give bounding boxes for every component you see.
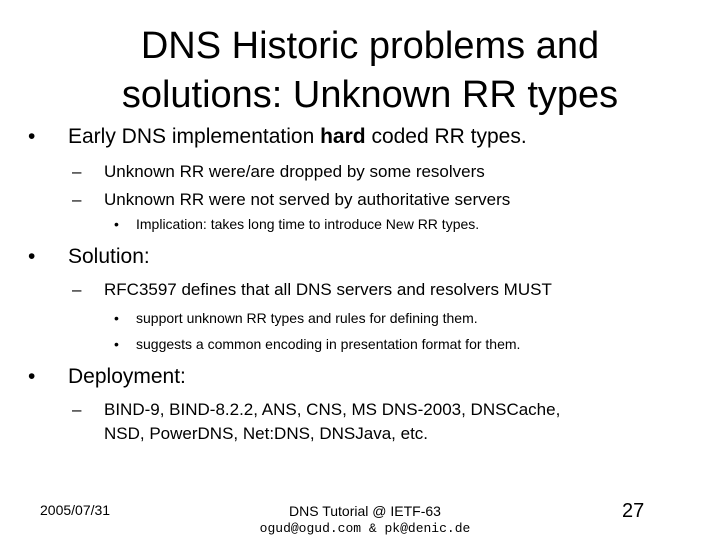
sub-bullet-dropped	[28, 160, 708, 184]
bullet-text: Deployment:	[68, 365, 186, 388]
sub-bullet-text: Unknown RR were not served by authoritative servers	[104, 190, 511, 209]
sub-sub-bullet-text: Implication: takes long time to introduce New RR types.	[136, 216, 480, 232]
bullet-early-dns	[28, 124, 708, 150]
bullet-marker: •	[114, 336, 119, 352]
footer-date: 2005/07/31	[40, 502, 111, 518]
sub-bullet-text: RFC3597 defines that all DNS servers and resolvers MUST	[104, 280, 552, 299]
footer-tutorial: DNS Tutorial @ IETF-63	[289, 503, 441, 519]
footer-center	[230, 502, 500, 538]
sub-bullet-text: Unknown RR were/are dropped by some resolvers	[104, 162, 485, 181]
bullet-deployment	[28, 364, 708, 390]
bullet-marker: •	[28, 365, 36, 388]
bullet-text-pre: Early DNS implementation	[68, 125, 321, 148]
bullet-text: Solution:	[68, 245, 150, 268]
bullet-list	[28, 124, 708, 446]
title-line-1: DNS Historic problems and	[140, 25, 600, 67]
bullet-marker: •	[28, 245, 36, 268]
sub-bullet-text-line-2: NSD, PowerDNS, Net:DNS, DNSJava, etc.	[104, 424, 429, 443]
bullet-marker: •	[114, 216, 119, 232]
footer-emails: ogud@ogud.com & pk@denic.de	[259, 521, 471, 536]
bullet-solution	[28, 244, 708, 270]
dash-marker: –	[72, 190, 82, 209]
sub-bullet-implementations	[28, 398, 708, 446]
bullet-marker: •	[28, 125, 36, 148]
dash-marker: –	[72, 162, 82, 181]
sub-sub-bullet-text: suggests a common encoding in presentation format for them.	[136, 336, 521, 352]
sub-bullet-text-line-1: BIND-9, BIND-8.2.2, ANS, CNS, MS DNS-2003, DNSCache,	[104, 400, 561, 419]
bullet-marker: •	[114, 310, 119, 326]
bullet-text-bold: hard	[320, 125, 366, 148]
sub-sub-bullet-support	[28, 308, 708, 328]
bullet-text-post: coded RR types.	[365, 125, 527, 148]
dash-marker: –	[72, 400, 82, 419]
sub-bullet-not-served	[28, 188, 708, 212]
title-line-2: solutions: Unknown RR types	[121, 74, 619, 116]
page-number: 27	[622, 500, 645, 522]
sub-sub-bullet-implication	[28, 214, 708, 234]
sub-bullet-rfc3597	[28, 278, 708, 302]
dash-marker: –	[72, 280, 82, 299]
sub-sub-bullet-text: support unknown RR types and rules for defining them.	[136, 310, 478, 326]
slide-title	[60, 22, 680, 120]
sub-sub-bullet-encoding	[28, 334, 708, 354]
